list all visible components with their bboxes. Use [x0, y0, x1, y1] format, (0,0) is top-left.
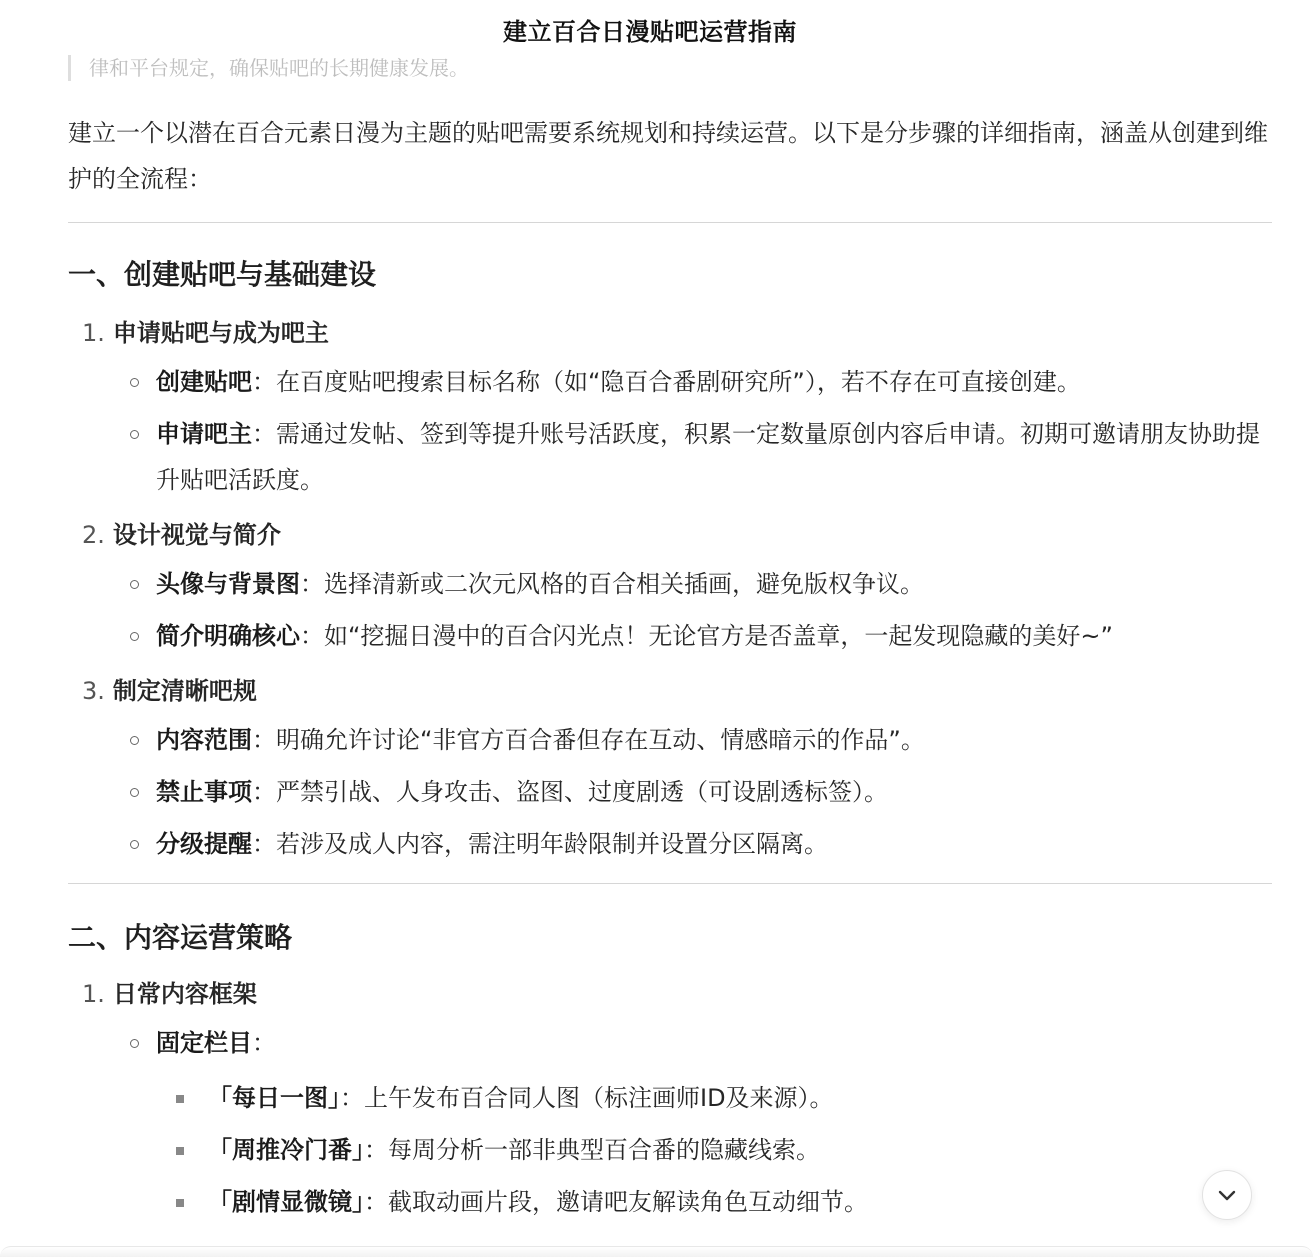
sub-item-title: 头像与背景图 [156, 570, 300, 598]
sub-list-item [68, 561, 1272, 607]
divider [68, 222, 1272, 223]
sub-item-title: 固定栏目 [156, 1029, 252, 1057]
sub-sub-item-text: ：每周分析一部非典型百合番的隐藏线索。 [364, 1136, 820, 1164]
sub-sub-item-title: 「剧情显微镜」 [208, 1188, 364, 1216]
sub-sub-list-item [68, 1176, 1272, 1228]
article-content [68, 110, 1272, 1228]
divider [68, 883, 1272, 884]
section-heading: 二、内容运营策略 [68, 921, 293, 954]
sub-item-text: ：选择清新或二次元风格的百合相关插画，避免版权争议。 [300, 570, 924, 598]
list-item [68, 307, 1272, 359]
circle-bullet-icon [130, 580, 139, 589]
sub-sub-item-text: ：截取动画片段，邀请吧友解读角色互动细节。 [364, 1188, 868, 1216]
scroll-to-bottom-button[interactable] [1202, 1170, 1252, 1220]
circle-bullet-icon [130, 632, 139, 641]
sub-item-text: ：在百度贴吧搜索目标名称（如“隐百合番剧研究所”），若不存在可直接创建。 [252, 368, 1081, 396]
item-title: 申请贴吧与成为吧主 [112, 319, 329, 347]
sub-item-title: 申请吧主 [156, 420, 252, 448]
intro-paragraph: 建立一个以潜在百合元素日漫为主题的贴吧需要系统规划和持续运营。以下是分步骤的详细指南，涵盖从创建到维护的全流程： [68, 119, 1268, 193]
blockquote-fragment: 律和平台规定，确保贴吧的长期健康发展。 [68, 55, 469, 81]
page-title: 建立百合日漫贴吧运营指南 [503, 18, 797, 46]
circle-bullet-icon [130, 736, 139, 745]
item-number: 3. [82, 677, 105, 705]
sub-item-title: 禁止事项 [156, 778, 252, 806]
list-item [68, 509, 1272, 561]
sub-sub-item-title: 「每日一图」 [208, 1084, 340, 1112]
circle-bullet-icon [130, 788, 139, 797]
sub-list-item [68, 769, 1272, 815]
item-title: 设计视觉与简介 [112, 521, 281, 549]
item-number: 1. [82, 980, 105, 1008]
sub-list-item [68, 411, 1272, 503]
sub-sub-list-item [68, 1124, 1272, 1176]
sub-item-title: 创建贴吧 [156, 368, 252, 396]
chevron-down-icon [1215, 1183, 1239, 1207]
sub-sub-item-title: 「周推冷门番」 [208, 1136, 364, 1164]
sub-list-item [68, 717, 1272, 763]
section-heading: 一、创建贴吧与基础建设 [68, 258, 377, 291]
sub-list-item [68, 821, 1272, 867]
list-item [68, 665, 1272, 717]
item-number: 2. [82, 521, 105, 549]
item-number: 1. [82, 319, 105, 347]
sub-item-text: ： [252, 1029, 276, 1057]
square-bullet-icon [176, 1095, 184, 1103]
sub-sub-list-item [68, 1072, 1272, 1124]
sub-item-title: 内容范围 [156, 726, 252, 754]
sub-item-text: ：若涉及成人内容，需注明年龄限制并设置分区隔离。 [252, 830, 828, 858]
circle-bullet-icon [130, 1039, 139, 1048]
sub-item-title: 简介明确核心 [156, 622, 300, 650]
item-title: 日常内容框架 [112, 980, 257, 1008]
square-bullet-icon [176, 1199, 184, 1207]
sub-item-text: ：如“挖掘日漫中的百合闪光点！无论官方是否盖章，一起发现隐藏的美好~” [300, 622, 1113, 650]
sub-sub-item-text: ：上午发布百合同人图（标注画师ID及来源）。 [340, 1084, 834, 1112]
sub-list-item [68, 1020, 1272, 1066]
sub-item-text: ：严禁引战、人身攻击、盗图、过度剧透（可设剧透标签）。 [252, 778, 888, 806]
list-item [68, 968, 1272, 1020]
sub-item-title: 分级提醒 [156, 830, 252, 858]
item-title: 制定清晰吧规 [112, 677, 257, 705]
sub-item-text: ：需通过发帖、签到等提升账号活跃度，积累一定数量原创内容后申请。初期可邀请朋友协助提升贴吧活跃度。 [156, 420, 1260, 494]
sub-list-item [68, 613, 1272, 659]
circle-bullet-icon [130, 840, 139, 849]
sub-item-text: ：明确允许讨论“非官方百合番但存在互动、情感暗示的作品”。 [252, 726, 925, 754]
input-area-edge [0, 1246, 1313, 1257]
circle-bullet-icon [130, 430, 139, 439]
circle-bullet-icon [130, 378, 139, 387]
square-bullet-icon [176, 1147, 184, 1155]
sub-list-item [68, 359, 1272, 405]
